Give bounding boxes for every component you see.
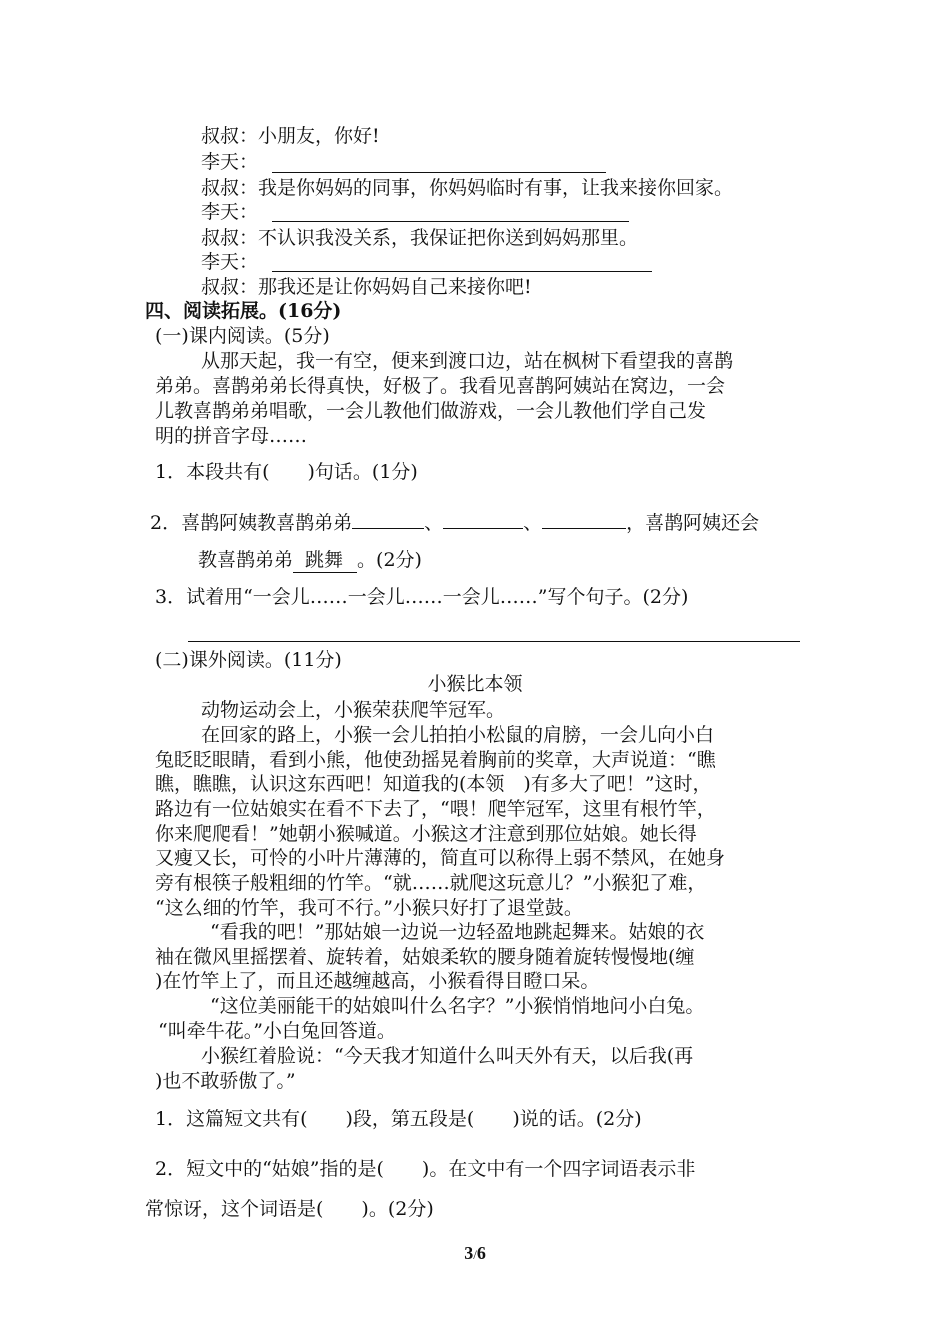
question-1-2-cont xyxy=(198,548,422,573)
passage1-line: 从那天起，我一有空，便来到渡口边，站在枫树下看望我的喜鹊 xyxy=(201,350,734,372)
question-1-2 xyxy=(150,510,759,535)
question-1-3: 3．试着用“一会儿……一会儿……一会儿……”写个句子。(2分) xyxy=(155,586,689,608)
question-2-2: 2．短文中的“姑娘”指的是( )。在文中有一个四字词语表示非 xyxy=(155,1158,696,1180)
answer-line-2[interactable] xyxy=(272,221,629,222)
dialogue-line-2 xyxy=(201,150,258,174)
dialogue-line-1 xyxy=(201,124,380,148)
story-line: “叫牵牛花。”小白兔回答道。 xyxy=(158,1020,396,1042)
section-heading: 四、阅读拓展。(16分) xyxy=(145,300,342,322)
dialogue-line-3 xyxy=(201,176,733,200)
page-total: 6 xyxy=(476,1243,486,1263)
story-line: )也不敢骄傲了。” xyxy=(155,1070,296,1092)
answer-blank[interactable] xyxy=(443,510,523,529)
dialogue-line-6 xyxy=(201,250,258,274)
part2-heading: (二)课外阅读。(11分) xyxy=(155,649,342,671)
separator: 、 xyxy=(424,512,444,534)
story-line: 又瘦又长，可怜的小叶片薄薄的，简直可以称得上弱不禁风，在她身 xyxy=(155,847,726,869)
story-title: 小猴比本领 xyxy=(427,673,523,695)
question-text: 。(2分) xyxy=(357,549,422,571)
passage1-line: 明的拼音字母…… xyxy=(155,425,308,447)
story-line: 兔眨眨眼睛，看到小熊，他使劲摇晃着胸前的奖章，大声说道：“瞧 xyxy=(155,749,716,771)
story-line: 袖在微风里摇摆着、旋转着，姑娘柔软的腰身随着旋转慢慢地(缠 xyxy=(155,946,695,968)
speaker: 李天： xyxy=(201,201,259,223)
story-line: 动物运动会上，小猴荣获爬竿冠军。 xyxy=(201,699,506,721)
answer-line-3[interactable] xyxy=(272,271,652,272)
speaker: 叔叔： xyxy=(201,125,259,147)
part1-heading: (一)课内阅读。(5分) xyxy=(155,325,330,347)
dialogue-line-4 xyxy=(201,200,258,224)
answer-blank[interactable] xyxy=(352,510,424,529)
story-line: 路边有一位姑娘实在看不下去了，“喂！爬竿冠军，这里有根竹竿， xyxy=(155,798,716,820)
story-line: 旁有根筷子般粗细的竹竿。“就……就爬这玩意儿？”小猴犯了难， xyxy=(155,872,707,894)
story-line: )在竹竿上了，而且还越缠越高，小猴看得目瞪口呆。 xyxy=(155,970,600,992)
speaker: 叔叔： xyxy=(201,227,259,249)
dialogue-text: 我是你妈妈的同事，你妈妈临时有事，让我来接你回家。 xyxy=(258,177,734,199)
question-2-1: 1．这篇短文共有( )段，第五段是( )说的话。(2分) xyxy=(155,1108,642,1130)
question-text: 2．喜鹊阿姨教喜鹊弟弟 xyxy=(150,512,353,534)
speaker: 李天： xyxy=(201,251,259,273)
question-1-1: 1．本段共有( )句话。(1分) xyxy=(155,461,418,483)
dialogue-line-7 xyxy=(201,275,532,299)
speaker: 叔叔： xyxy=(201,276,259,298)
story-line: “看我的吧！”那姑娘一边说一边轻盈地跳起舞来。姑娘的衣 xyxy=(210,921,705,943)
question-text: 教喜鹊弟弟 xyxy=(198,549,294,571)
filled-answer: 跳舞 xyxy=(293,548,357,573)
story-line: 在回家的路上，小猴一会儿拍拍小松鼠的肩膀，一会儿向小白 xyxy=(201,724,715,746)
separator: 、 xyxy=(523,512,543,534)
dialogue-text: 小朋友，你好! xyxy=(258,125,380,147)
answer-line-1[interactable] xyxy=(272,172,606,173)
page-current: 3 xyxy=(464,1243,474,1263)
answer-blank[interactable] xyxy=(542,510,626,529)
passage1-line: 弟弟。喜鹊弟弟长得真快，好极了。我看见喜鹊阿姨站在窝边，一会 xyxy=(155,375,726,397)
speaker: 叔叔： xyxy=(201,177,259,199)
page-separator: / xyxy=(473,1247,477,1262)
dialogue-text: 不认识我没关系，我保证把你送到妈妈那里。 xyxy=(258,227,639,249)
speaker: 李天： xyxy=(201,151,259,173)
question-2-2-cont: 常惊讶，这个词语是( )。(2分) xyxy=(145,1198,434,1220)
passage1-line: 儿教喜鹊弟弟唱歌，一会儿教他们做游戏，一会儿教他们学自己发 xyxy=(155,400,707,422)
answer-line-long[interactable] xyxy=(188,641,800,642)
dialogue-text: 那我还是让你妈妈自己来接你吧! xyxy=(258,276,532,298)
dialogue-line-5 xyxy=(201,226,638,250)
story-line: 你来爬爬看！”她朝小猴喊道。小猴这才注意到那位姑娘。她长得 xyxy=(155,823,697,845)
story-line: “这位美丽能干的姑娘叫什么名字？”小猴悄悄地问小白兔。 xyxy=(210,995,705,1017)
story-line: 小猴红着脸说：“今天我才知道什么叫天外有天，以后我(再 xyxy=(201,1045,694,1067)
story-line: 瞧，瞧瞧，认识这东西吧！知道我的(本领 )有多大了吧！”这时， xyxy=(155,773,712,795)
question-text: ，喜鹊阿姨还会 xyxy=(626,512,760,534)
story-line: “这么细的竹竿，我可不行。”小猴只好打了退堂鼓。 xyxy=(155,897,583,919)
page-number xyxy=(0,1243,950,1264)
